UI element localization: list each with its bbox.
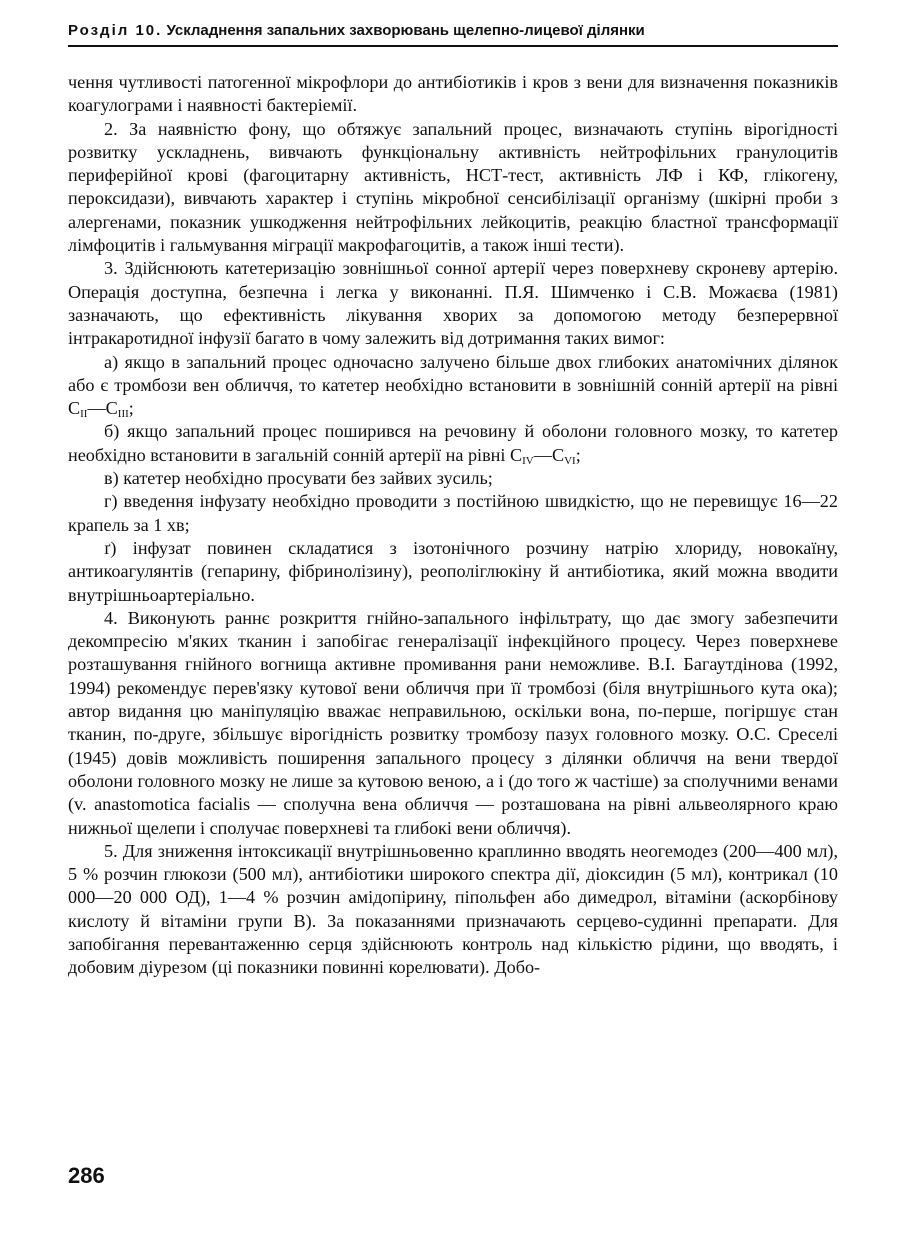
- paragraph: 4. Виконують раннє розкриття гнійно-запального інфільтрату, що дає змогу забезпечити декомпресію м'яких тканин і запобігає генералізації інфекційного процесу. Через поверхневе розташування гнійного вогнища активне промивання рани неможливе. В.І. Багаутдінова (1992, 1994) рекомендує перев'язку кутової вени обличчя при її тромбозі (біля внутрішнього кута ока); автор видання цю маніпуляцію вважає неправильною, оскільки вона, по-перше, погіршує стан тканин, по-друге, збільшує вірогідність розвитку тромбозу пазух головного мозку. О.С. Сресeлі (1945) довів можливість поширення запального процесу з ділянки обличчя на вени твердої оболони головного мозку не лише за кутовою веною, а і (до того ж частіше) за сполучними венами (v. anastomotica facialis — сполучна вена обличчя — розташована на рівні альвеолярного краю нижньої щелепи і сполучає поверхневі та глибокі вени обличчя).: [68, 607, 838, 838]
- subscript: III: [117, 408, 129, 421]
- section-label: Розділ 10.: [68, 22, 163, 39]
- paragraph: 3. Здійснюють катетеризацію зовнішньої сонної артерії через поверхневу скроневу артерію. Операція доступна, безпечна і легка у виконанні. П.Я. Шимченко і С.В. Можаєва (1981) зазначають, що ефективність лікування хворих за допомогою методу безперервної інтракаротидної інфузії багато в чому залежить від дотримання таких вимог:: [68, 258, 838, 349]
- dash-text: —C: [87, 398, 118, 419]
- list-item: [68, 420, 838, 467]
- punctuation: ;: [575, 444, 581, 465]
- list-item: ґ) інфузат повинен складатися з ізотонічного розчину натрію хлориду, новокаїну, антикоагулянтів (гепарину, фібринолізину), реополіглюкіну й антибіотика, який можна вводити внутрішньоартеріально.: [68, 537, 838, 605]
- paragraph: 2. За наявністю фону, що обтяжує запальний процес, визначають ступінь вірогідності розвитку ускладнень, вивчають функціональну активність нейтрофільних гранулоцитів периферійної крові (фагоцитарну активність, НСТ-тест, активність ЛФ і КФ, глікогену, пероксидази), вивчають характер і ступінь мікробної сенсибілізації організму (шкірні проби з алергенами, показник ушкодження нейтрофільних лейкоцитів, реакцію бластної трансформації лімфоцитів і гальмування міграції макрофагоцитів, а також інші тести).: [68, 118, 838, 256]
- paragraph: чення чутливості патогенної мікрофлори до антибіотиків і кров з вени для визначення показників коагулограми і наявності бактеріемії.: [68, 72, 838, 116]
- paragraph: 5. Для зниження інтоксикації внутрішньовенно краплинно вводять неогемодез (200—400 мл), 5 % розчин глюкози (500 мл), антибіотики широкого спектра дії, діоксидин (5 мл), контрикал (10 000—20 000 ОД), 1—4 % розчин амідопірину, піпольфен або димедрол, вітаміни (аскорбінову кислоту й вітаміни групи В). За показаннями призначають серцево-судинні препарати. Для запобігання перевантаженню серця здійснюють контроль над кількістю рідини, що вводять, і добовим діурезом (ці показники повинні корелювати). Добо-: [68, 840, 838, 978]
- punctuation: ;: [128, 398, 134, 419]
- list-item: [68, 351, 838, 421]
- dash-text: —C: [533, 444, 565, 465]
- page-number: 286: [68, 1163, 105, 1188]
- page-body: [68, 71, 838, 980]
- list-item: г) введення інфузату необхідно проводити з постійною швидкістю, що не перевищує 16—22 крапель за 1 хв;: [68, 491, 838, 535]
- list-item: в) катетер необхідно просувати без зайвих зусиль;: [104, 468, 493, 489]
- running-header: [68, 22, 838, 47]
- chapter-title: Ускладнення запальних захворювань щелепно-лицевої ділянки: [166, 22, 645, 39]
- list-item-text: а) якщо в запальний процес одночасно залучено більше двох глибоких анатомічних ділянок або є тромбози вен обличчя, то катетер необхідно встановити в зовнішній сонній артерії на рівні C: [68, 351, 838, 419]
- subscript: IV: [522, 454, 534, 467]
- list-item-text: б) якщо запальний процес поширився на речовину й оболони головного мозку, то катетер необхідно встановити в загальній сонній артерії на рівні C: [68, 421, 838, 465]
- subscript: II: [80, 408, 88, 421]
- subscript: VI: [564, 454, 576, 467]
